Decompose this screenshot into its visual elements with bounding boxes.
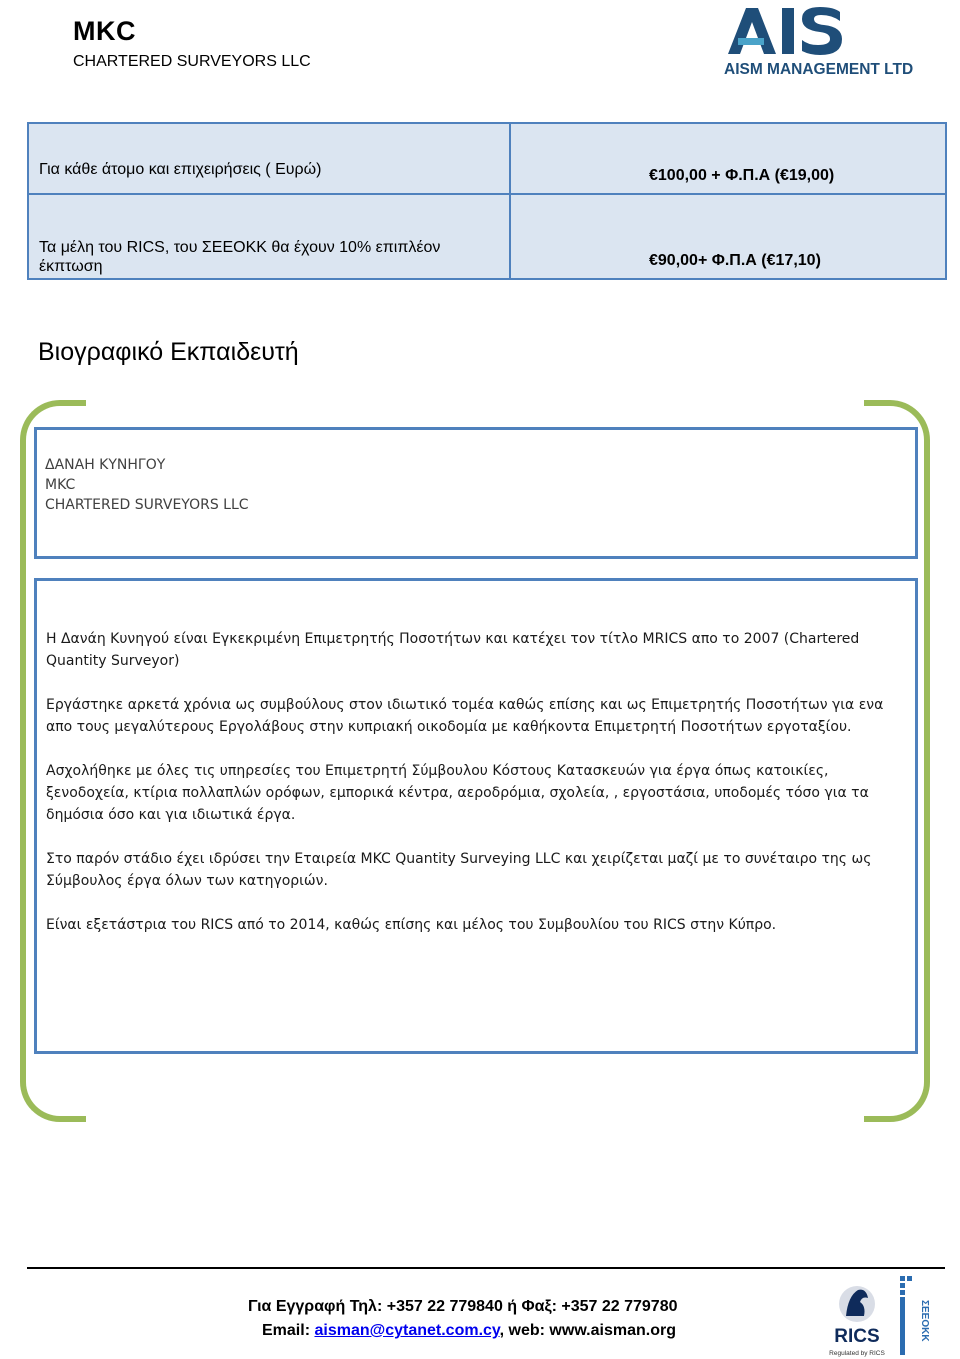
bio-paragraph: Η Δανάη Κυνηγού είναι Εγκεκριμένη Επιμετρητής Ποσοτήτων και κατέχει τον τίτλο MRICS απο το 2007 (Chartered Quantity Surveyor) <box>46 631 860 669</box>
rics-logo <box>822 1278 892 1358</box>
trainer-company: MKC <box>45 477 76 493</box>
price-value: €90,00+ Φ.Π.Α (€17,10) <box>510 194 946 279</box>
price-row <box>28 123 946 194</box>
trainer-bio <box>46 628 908 958</box>
price-label: Για κάθε άτομο και επιχειρήσεις ( Ευρώ) <box>28 123 510 194</box>
trainer-company-sub: CHARTERED SURVEYORS LLC <box>45 497 249 513</box>
price-value: €100,00 + Φ.Π.Α (€19,00) <box>510 123 946 194</box>
bio-paragraph: Είναι εξετάστρια του RICS από το 2014, καθώς επίσης και μέλος του Συμβουλίου του RICS στην Κύπρο. <box>46 917 777 933</box>
footer-email-web <box>262 1322 676 1340</box>
price-row <box>28 194 946 279</box>
cv-title: Βιογραφικό Εκπαιδευτή <box>38 338 299 366</box>
header-company-subtitle: CHARTERED SURVEYORS LLC <box>73 53 311 70</box>
aism-logo <box>716 2 916 78</box>
trainer-info <box>45 455 249 515</box>
bio-paragraph: Στο παρόν στάδιο έχει ιδρύσει την Εταιρεία MKC Quantity Surveying LLC και χειρίζεται μαζί με το συνέταιρο της ως Σύμβουλος έργα όλων των κατηγοριών. <box>46 851 872 889</box>
footer-registration-contact: Για Εγγραφή Τηλ: +357 22 779840 ή Φαξ: +357 22 779780 <box>248 1298 678 1315</box>
bio-paragraph: Ασχολήθηκε με όλες τις υπηρεσίες του Επιμετρητή Σύμβουλου Κόστους Κατασκευών για έργα όπως κατοικίες, ξενοδοχεία, κτίρια πολλαπλών ορόφων, εμπορικά κέντρα, αεροδρόμια, σχολεία, , εργοστάσια, υποδομές τόσο για τα δημόσια όσο και για ιδιωτικά έργα. <box>46 763 869 823</box>
email-link[interactable]: aisman@cytanet.com.cy <box>314 1322 500 1339</box>
price-table <box>27 122 947 280</box>
trainer-name: ΔΑΝΑΗ ΚΥΝΗΓΟΥ <box>45 457 166 473</box>
header-company-name: MKC <box>73 16 136 46</box>
rics-logo-caption: Regulated by RICS <box>829 1350 885 1357</box>
price-label: Τα μέλη του RICS, του ΣΕΕΟΚΚ θα έχουν 10% επιπλέον έκπτωση <box>28 194 510 279</box>
seeokk-logo-text: ΣΕΕΟΚΚ <box>919 1300 930 1342</box>
seeokk-logo <box>898 1274 932 1358</box>
web-text: , web: www.aisman.org <box>499 1322 676 1339</box>
footer-divider <box>27 1267 945 1269</box>
bio-paragraph: Εργάστηκε αρκετά χρόνια ως συμβούλους στον ιδιωτικό τομέα καθώς επίσης και ως Επιμετρητής Ποσοτήτων για ενα απο τους μεγαλύτερους Εργολάβους στην κυπριακή οικοδομία με καθήκοντα Επιμετρητή Ποσοτήτων εργοταξίου. <box>46 697 884 735</box>
email-label: Email: <box>262 1322 315 1339</box>
aism-logo-text: AISM MANAGEMENT LTD <box>724 61 914 78</box>
rics-logo-text: RICS <box>834 1326 880 1347</box>
